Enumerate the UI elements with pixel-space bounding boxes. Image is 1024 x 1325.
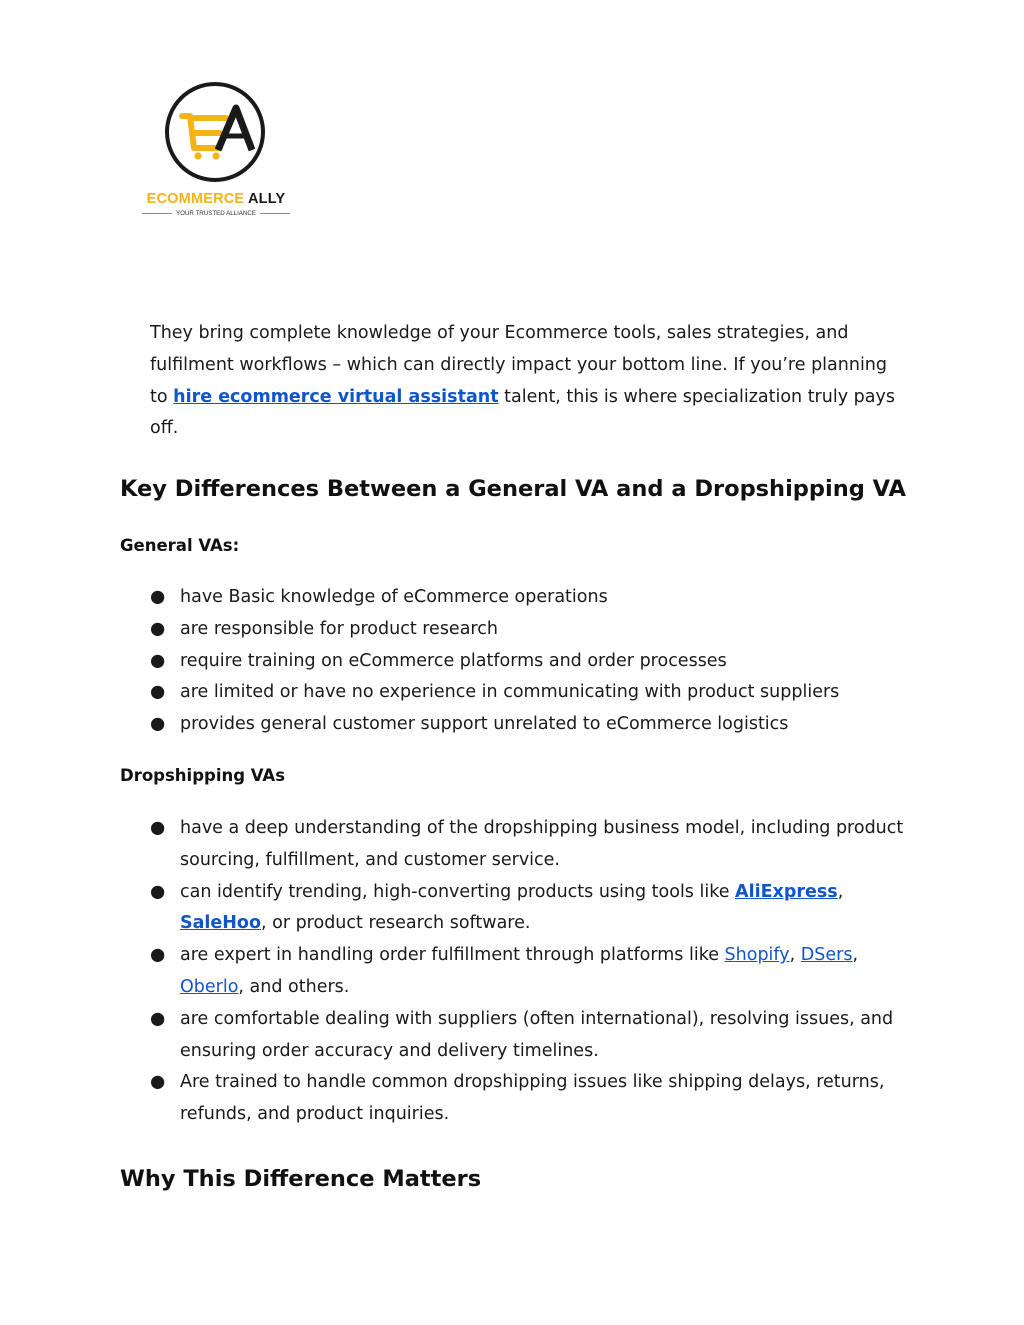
shopify-link[interactable]: Shopify [724, 945, 790, 966]
list-item [150, 940, 910, 1004]
general-va-list [150, 582, 910, 741]
bullet-icon: ● [150, 714, 166, 735]
list-item-text: are responsible for product research [180, 618, 498, 639]
list-item-text: have Basic knowledge of eCommerce operations [180, 587, 608, 607]
intro-text-before: They bring complete knowledge of your Ecommerce tools, sales strategies, and fulfilment workflows – which can directly impact your bottom line. If you’re planning to [150, 323, 888, 407]
list-item-text-after: , and others. [238, 976, 350, 997]
intro-text-after: talent, this is where specialization truly pays off. [150, 386, 895, 439]
list-item-text-before: are expert in handling order fulfillment through platforms like [180, 945, 725, 966]
bullet-icon: ● [150, 1008, 166, 1029]
logo-tagline [142, 210, 290, 217]
list-item [150, 877, 910, 941]
list-item [150, 813, 910, 877]
dsers-link[interactable]: DSers [800, 945, 853, 966]
list-item-separator: , [852, 945, 859, 966]
subheading-dropshipping-vas: Dropshipping VAs [120, 766, 286, 785]
section-heading-key-differences: Key Differences Between a General VA and a Dropshipping VA [120, 476, 906, 502]
list-item-separator: , [837, 881, 844, 902]
bullet-icon: ● [150, 587, 166, 607]
list-item [150, 709, 910, 741]
list-item-text: are limited or have no experience in communicating with product suppliers [180, 682, 840, 703]
list-item-text-after: , or product research software. [260, 913, 531, 934]
list-item-text-before: can identify trending, high-converting products using tools like [180, 881, 736, 902]
list-item-text: require training on eCommerce platforms and order processes [180, 650, 727, 671]
list-item [150, 646, 910, 678]
list-item [150, 1004, 910, 1068]
bullet-icon: ● [150, 1072, 166, 1093]
section-heading-why-difference-matters: Why This Difference Matters [120, 1166, 482, 1192]
hire-ecommerce-va-link[interactable]: hire ecommerce virtual assistant [173, 386, 499, 407]
logo-emblem-icon [140, 78, 292, 198]
bullet-icon: ● [150, 618, 166, 639]
list-item-text: are comfortable dealing with suppliers (often international), resolving issues, and ensuring order accuracy and delivery timelines. [180, 1008, 894, 1061]
tagline-rule-left [142, 213, 172, 214]
logo-brand-text [142, 191, 290, 207]
tagline-text: YOUR TRUSTED ALLIANCE [176, 210, 256, 217]
intro-paragraph [150, 318, 910, 445]
bullet-icon: ● [150, 945, 166, 966]
list-item [150, 1067, 910, 1131]
list-item [150, 582, 910, 614]
oberlo-link[interactable]: Oberlo [180, 976, 239, 997]
list-item-text: Are trained to handle common dropshipping issues like shipping delays, returns, refunds, and product inquiries. [180, 1072, 885, 1125]
list-item-separator: , [789, 945, 801, 966]
subheading-general-vas: General VAs: [120, 536, 240, 555]
dropshipping-va-list [150, 813, 910, 1131]
list-item-text: have a deep understanding of the dropshipping business model, including product sourcing, fulfillment, and customer service. [180, 818, 904, 870]
bullet-icon: ● [150, 818, 166, 838]
aliexpress-link[interactable]: AliExpress [735, 881, 838, 902]
bullet-icon: ● [150, 650, 166, 671]
salehoo-link[interactable]: SaleHoo [180, 913, 261, 934]
list-item-text: provides general customer support unrelated to eCommerce logistics [180, 714, 789, 735]
logo-brand-part2: ALLY [248, 191, 286, 207]
logo-brand-part1: ECOMMERCE [146, 191, 245, 207]
tagline-rule-right [260, 213, 290, 214]
list-item [150, 677, 910, 709]
bullet-icon: ● [150, 881, 166, 902]
bullet-icon: ● [150, 682, 166, 703]
list-item [150, 614, 910, 646]
